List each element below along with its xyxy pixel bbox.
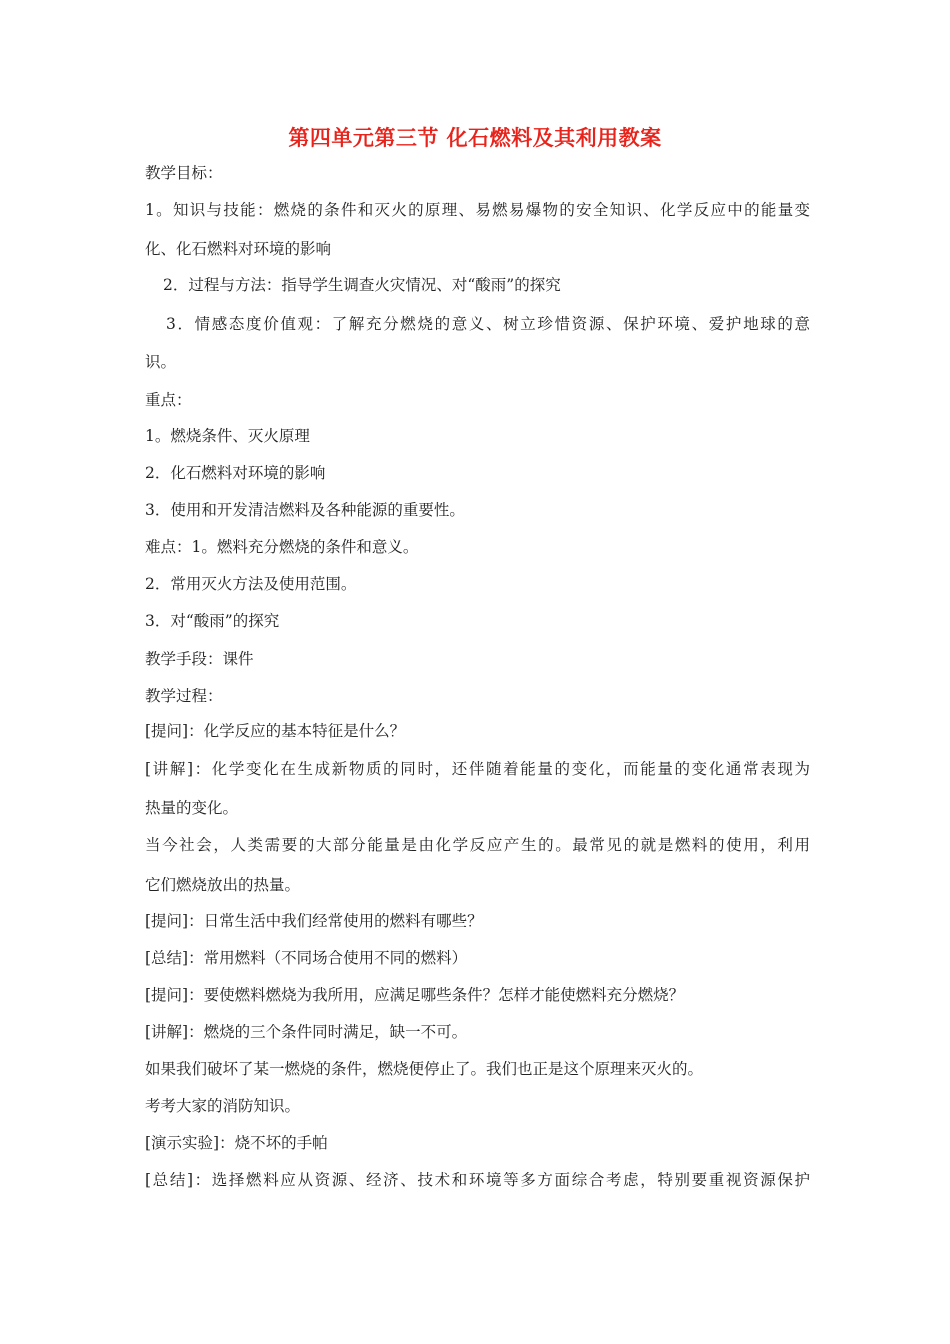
difficulty-3: 3．对“酸雨”的探究 (145, 612, 280, 630)
key-points-heading: 重点： (145, 391, 192, 409)
key-point-2: 2．化石燃料对环境的影响 (145, 464, 326, 482)
key-point-3: 3．使用和开发清洁燃料及各种能源的重要性。 (145, 501, 465, 519)
teaching-means: 教学手段：课件 (145, 650, 254, 668)
goal-attitude-line-2: 识。 (145, 353, 177, 371)
key-point-1: 1。燃烧条件、灭火原理 (145, 427, 310, 445)
goal-knowledge-line-2: 化、化石燃料对环境的影响 (145, 240, 332, 258)
summary-2: [总结]：选择燃料应从资源、经济、技术和环境等多方面综合考虑，特别要重视资源保护 (145, 1171, 810, 1189)
goal-process-method: 2．过程与方法：指导学生调查火灾情况、对“酸雨”的探究 (163, 276, 561, 294)
demo-experiment: [演示实验]：烧不坏的手帕 (145, 1134, 328, 1152)
fire-safety-quiz: 考考大家的消防知识。 (145, 1097, 301, 1115)
energy-paragraph-line-1: 当今社会，人类需要的大部分能量是由化学反应产生的。最常见的就是燃料的使用，利用 (145, 836, 810, 854)
extinguish-paragraph: 如果我们破坏了某一燃烧的条件，燃烧便停止了。我们也正是这个原理来灭火的。 (145, 1060, 704, 1078)
summary-1: [总结]：常用燃料（不同场合使用不同的燃料） (145, 949, 468, 967)
teaching-goals-heading: 教学目标： (145, 164, 223, 182)
difficulty-1: 难点：1。燃料充分燃烧的条件和意义。 (145, 538, 419, 556)
explanation-1-line-1: [讲解]：化学变化在生成新物质的同时，还伴随着能量的变化，而能量的变化通常表现为 (145, 760, 810, 778)
teaching-process-heading: 教学过程： (145, 687, 223, 705)
explanation-2: [讲解]：燃烧的三个条件同时满足，缺一不可。 (145, 1023, 468, 1041)
question-2: [提问]：日常生活中我们经常使用的燃料有哪些？ (145, 912, 483, 930)
goal-knowledge-line-1: 1。知识与技能：燃烧的条件和灭火的原理、易燃易爆物的安全知识、化学反应中的能量变 (145, 201, 810, 219)
question-1: [提问]：化学反应的基本特征是什么？ (145, 722, 406, 740)
explanation-1-line-2: 热量的变化。 (145, 799, 239, 817)
document-title: 第四单元第三节 化石燃料及其利用教案 (288, 125, 662, 150)
goal-attitude-line-1: 3．情感态度价值观：了解充分燃烧的意义、树立珍惜资源、保护环境、爱护地球的意 (166, 315, 810, 333)
question-3: [提问]：要使燃料燃烧为我所用，应满足哪些条件？怎样才能使燃料充分燃烧？ (145, 986, 685, 1004)
energy-paragraph-line-2: 它们燃烧放出的热量。 (145, 876, 301, 894)
difficulty-2: 2．常用灭火方法及使用范围。 (145, 575, 357, 593)
